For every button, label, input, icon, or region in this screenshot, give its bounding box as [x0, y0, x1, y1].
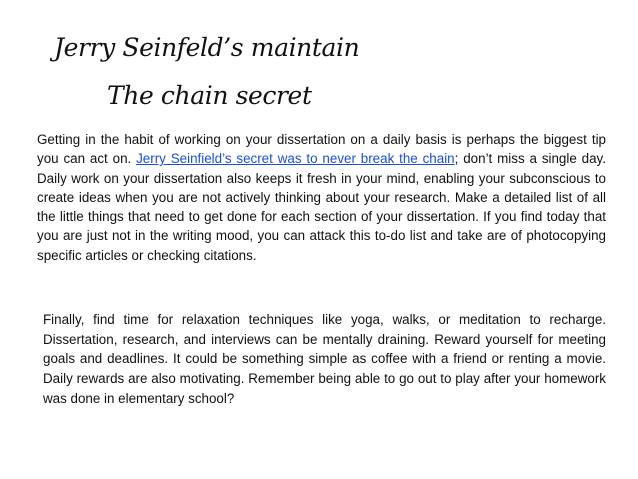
paragraph-1	[37, 130, 606, 265]
seinfeld-secret-link[interactable]: Jerry Seinfield’s secret was to never break the chain	[136, 151, 455, 167]
title-line-2: The chain secret	[107, 81, 312, 110]
title-line-1: Jerry Seinfeld’s maintain	[54, 33, 360, 62]
paragraph-1-text-start: Getting in the habit of working on your dissertation on a daily basis is perhaps the biggest tip you can act on.	[37, 132, 606, 167]
paragraph-2: Finally, find time for relaxation techniques like yoga, walks, or meditation to recharge. Dissertation, research, and interviews can be mentally draining. Reward yourself for meeting goals and deadlines. It could be something simple as coffee with a friend or renting a movie. Daily rewards are also motivating. Remember being able to go out to play after your homework was done in elementary school?	[43, 312, 606, 406]
paragraph-1-text-end: ; don’t miss a single day. Daily work on your dissertation also keeps it fresh in your mind, enabling your subconscious to create ideas when you are not actively thinking about your research. Make a detailed list of all the little things that need to get done for each section of your dissertation. If you find today that you are just not in the writing mood, you can attack this to-do list and take are of photocopying specific articles or checking citations.	[37, 151, 606, 263]
